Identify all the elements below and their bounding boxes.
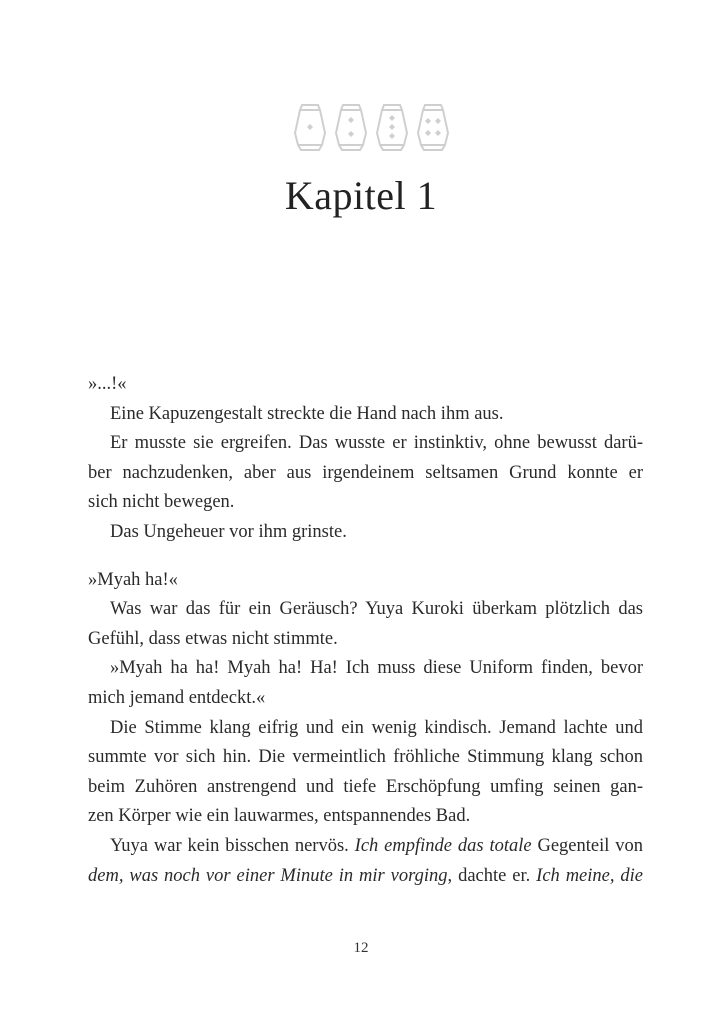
text-line [88, 461, 643, 485]
text-line [110, 656, 643, 680]
text-segment: »Myah ha ha! Myah ha! Ha! Ich muss diese Uniform finden, bevor [110, 658, 643, 679]
text-segment: Yuya war kein bisschen nervös. [110, 836, 355, 856]
card-vase-icon [295, 105, 325, 150]
text-segment: Eine Kapuzengestalt streckte die Hand nach ihm aus. [110, 403, 504, 424]
text-segment: »Myah ha!« [88, 569, 178, 590]
chapter-title: Kapitel 1 [284, 173, 438, 218]
text-segment: beim Zuhören anstrengend und tiefe Erschöpfung umfing seinen gan- [88, 776, 643, 797]
text-line [88, 686, 643, 710]
text-segment: zen Körper wie ein lauwarmes, entspannendes Bad. [88, 806, 471, 827]
card-vase-icon [418, 105, 448, 150]
text-line [110, 402, 643, 426]
card-vase-icon [377, 105, 407, 150]
text-line [88, 775, 643, 799]
text-line [110, 597, 643, 621]
italic-text: Ich empfinde das totale [354, 836, 532, 856]
card-vase-icon [336, 105, 366, 150]
italic-text: dem, was noch vor einer Minute in mir vorging [88, 865, 448, 886]
text-line [88, 627, 643, 651]
text-line [88, 864, 643, 888]
text-segment: Das Ungeheuer vor ihm grinste. [110, 522, 347, 542]
italic-text: Ich meine, die [536, 865, 644, 886]
text-segment: , dachte er. [447, 865, 537, 886]
text-segment: Gefühl, dass etwas nicht stimmte. [88, 628, 338, 649]
text-line [110, 716, 643, 740]
text-line [88, 372, 643, 396]
text-line [110, 834, 643, 858]
text-segment: mich jemand entdeckt.« [88, 688, 266, 708]
page-number: 12 [353, 940, 369, 956]
text-segment: Was war das für ein Geräusch? Yuya Kuroki überkam plötzlich das [110, 599, 643, 620]
card-suit-ornament [292, 100, 452, 152]
text-segment: »...!« [88, 374, 127, 394]
text-line [110, 431, 643, 455]
text-segment: Die Stimme klang eifrig und ein wenig kindisch. Jemand lachte und [110, 717, 643, 738]
text-line [88, 745, 643, 769]
text-segment: ber nachzudenken, aber aus irgendeinem seltsamen Grund konnte er [88, 462, 643, 483]
text-segment: Er musste sie ergreifen. Das wusste er instinktiv, ohne bewusst darü- [110, 433, 643, 454]
text-line [88, 804, 643, 828]
text-line [88, 568, 643, 592]
text-segment: sich nicht bewegen. [88, 492, 235, 513]
text-segment: Gegenteil von [531, 836, 644, 856]
text-line [88, 490, 643, 514]
text-line [110, 520, 643, 544]
text-segment: summte vor sich hin. Die vermeintlich fröhliche Stimmung klang schon [88, 747, 643, 768]
